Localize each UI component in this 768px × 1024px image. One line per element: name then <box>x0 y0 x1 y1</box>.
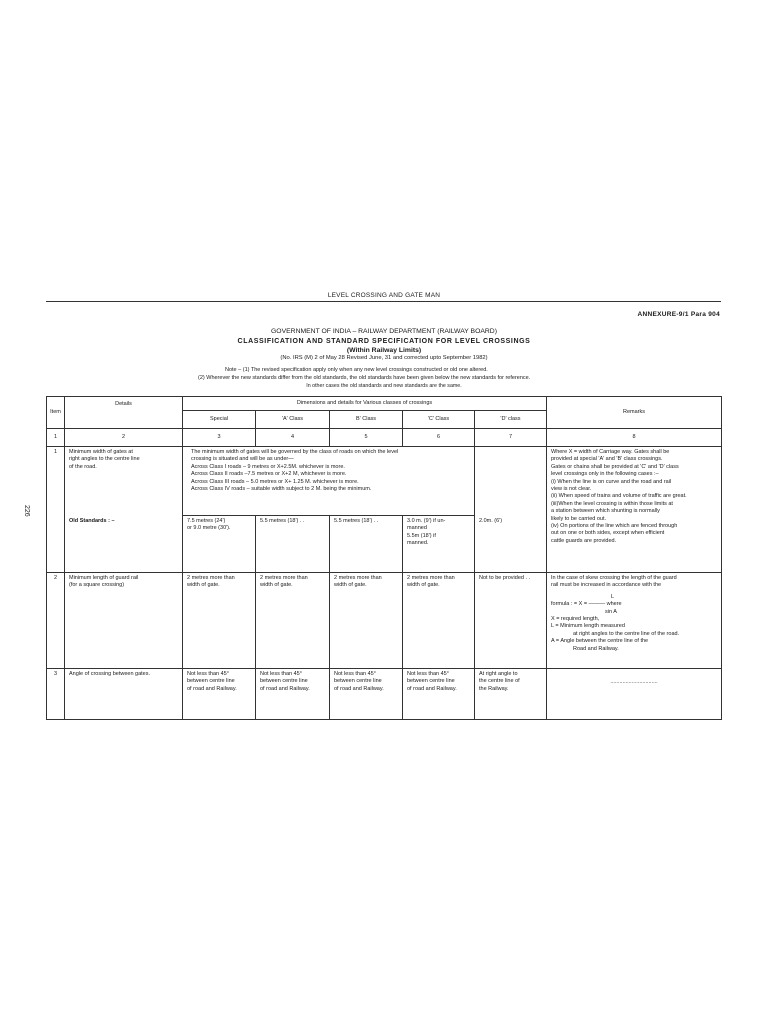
column-number: 1 <box>47 429 65 447</box>
title-line-2: CLASSIFICATION AND STANDARD SPECIFICATION FOR LEVEL CROSSINGS <box>237 338 531 345</box>
old-special: 7.5 metres (24') or 9.0 metre (30'). <box>183 516 256 573</box>
old-standards-label: Old Standards : – <box>65 516 183 573</box>
header-c-class: 'C' Class <box>403 411 475 429</box>
header-a-class: 'A' Class <box>256 411 330 429</box>
column-number: 2 <box>65 429 183 447</box>
row-3-b-class: Not less than 45° between centre line of road and Railway. <box>330 669 403 720</box>
guard-rail-remark-intro: In the case of skew crossing the length of the guard rail must be increased in accordance with the <box>551 575 677 589</box>
header-d-class: 'D' class <box>475 411 547 429</box>
page-number: 226 <box>23 505 30 517</box>
definition-l-cont: at right angles to the centre line of the road. <box>573 630 680 637</box>
crossing-specification-table <box>46 396 722 720</box>
definition-a-cont: Road and Railway. <box>573 645 619 652</box>
row-2-special: 2 metres more than width of gate. <box>183 573 256 669</box>
column-number-row <box>47 429 722 447</box>
column-number: 5 <box>330 429 403 447</box>
row-2-a-class: 2 metres more than width of gate. <box>256 573 330 669</box>
formula-line: formula : = X = ——— where <box>551 601 622 608</box>
row-3-remarks: ............................... <box>547 669 722 720</box>
row-1-d-blank <box>475 447 547 516</box>
column-number: 4 <box>256 429 330 447</box>
row-1-details: Minimum width of gates at right angles to the centre line of the road. <box>65 447 183 516</box>
annexure-label: ANNEXURE-9/1 Para 904 <box>637 311 720 318</box>
definition-a: A = Angle between the centre line of the <box>551 638 649 645</box>
formula-numerator: L <box>611 593 615 600</box>
row-3-details: Angle of crossing between gates. <box>65 669 183 720</box>
header-b-class: B' Class <box>330 411 403 429</box>
row-1-dimensions: The minimum width of gates will be governed by the class of roads on which the level crossing is situated and will be as under— Across Class I roads – 9 metres or X+2.5M. whichever is more. Across Class II roads –7.5 metres or X+2 M, whichever is more. Across Class III roads – 5.0 metres or X+ 1.25 M. whichever is more. Across Class IV roads – suitable width subject to 2 M. being the minimum. <box>183 447 475 516</box>
row-2-details: Minimum length of guard rail (for a square crossing) <box>65 573 183 669</box>
column-number: 6 <box>403 429 475 447</box>
title-line-1: GOVERNMENT OF INDIA – RAILWAY DEPARTMENT (RAILWAY BOARD) <box>271 328 497 335</box>
header-details: Details <box>65 397 183 429</box>
old-a-class: 5.5 metres (18') . . <box>256 516 330 573</box>
column-number: 7 <box>475 429 547 447</box>
row-2-remarks <box>547 573 722 669</box>
row-3-item: 3 <box>47 669 65 720</box>
row-1-item-blank <box>47 516 65 573</box>
row-3-special: Not less than 45° between centre line of road and Railway. <box>183 669 256 720</box>
header-rule <box>46 301 721 302</box>
row-3-d-class: At right angle to the centre line of the Railway. <box>475 669 547 720</box>
header-row-1 <box>47 397 722 411</box>
header-dimensions: Dimensions and details for Various classes of crossings <box>183 397 547 411</box>
title-line-4: (No. IRS (M) 2 of May 28 Revised June, 31 and corrected upto September 1982) <box>280 355 488 361</box>
row-2-c-class: 2 metres more than width of gate. <box>403 573 475 669</box>
column-number: 8 <box>547 429 722 447</box>
formula-denominator: sin A <box>605 608 617 615</box>
definition-x: X = required length, <box>551 616 600 623</box>
header-special: Special <box>183 411 256 429</box>
old-d-class: 2.0m. (6') <box>475 516 547 573</box>
definition-l: L = Minimum length measured <box>551 623 625 630</box>
row-2-b-class: 2 metres more than width of gate. <box>330 573 403 669</box>
header-item: Item <box>47 397 65 429</box>
column-number: 3 <box>183 429 256 447</box>
old-b-class: 5.5 metres (18') . . <box>330 516 403 573</box>
running-head: LEVEL CROSSING AND GATE MAN <box>327 292 441 299</box>
row-3-a-class: Not less than 45° between centre line of road and Railway. <box>256 669 330 720</box>
row-1-remarks: Where X = width of Carriage way. Gates shall be provided at special 'A' and 'B' class crossings. Gates or chains shall be provided at 'C' and 'D' class level crossings only in the following cases :– (i) When the line is on curve and the road and rail view is not clear. (ii) When speed of trains and volume of traffic are great. (iii)When the level crossing is within those limits at a station between which shunting is normally likely to be carried out. (iv) On portions of the line which are fenced through out on one or both sides, except when efficient cattle guards are provided. <box>547 447 722 573</box>
note-3: In other cases the old standards and new standards are the same. <box>306 383 462 389</box>
row-2-item: 2 <box>47 573 65 669</box>
note-2: (2) Wherever the new standards differ from the old standards, the old standards have been given below the new standards for reference. <box>198 375 531 381</box>
row-3-c-class: Not less than 45° between centre line of road and Railway. <box>403 669 475 720</box>
table-row-3 <box>47 669 722 720</box>
header-remarks: Remarks <box>547 397 722 429</box>
row-2-d-class: Not to be provided . . <box>475 573 547 669</box>
old-c-class: 3.0 m. (9') if un- manned 5.5m (18') if manned. <box>403 516 475 573</box>
table-row-2 <box>47 573 722 669</box>
row-1-item: 1 <box>47 447 65 516</box>
note-1: Note – (1) The revised specification apply only when any new level crossings constructed or old one altered. <box>225 367 488 373</box>
title-line-3: (Within Railway Limits) <box>346 347 422 354</box>
table-row-1-new <box>47 447 722 516</box>
